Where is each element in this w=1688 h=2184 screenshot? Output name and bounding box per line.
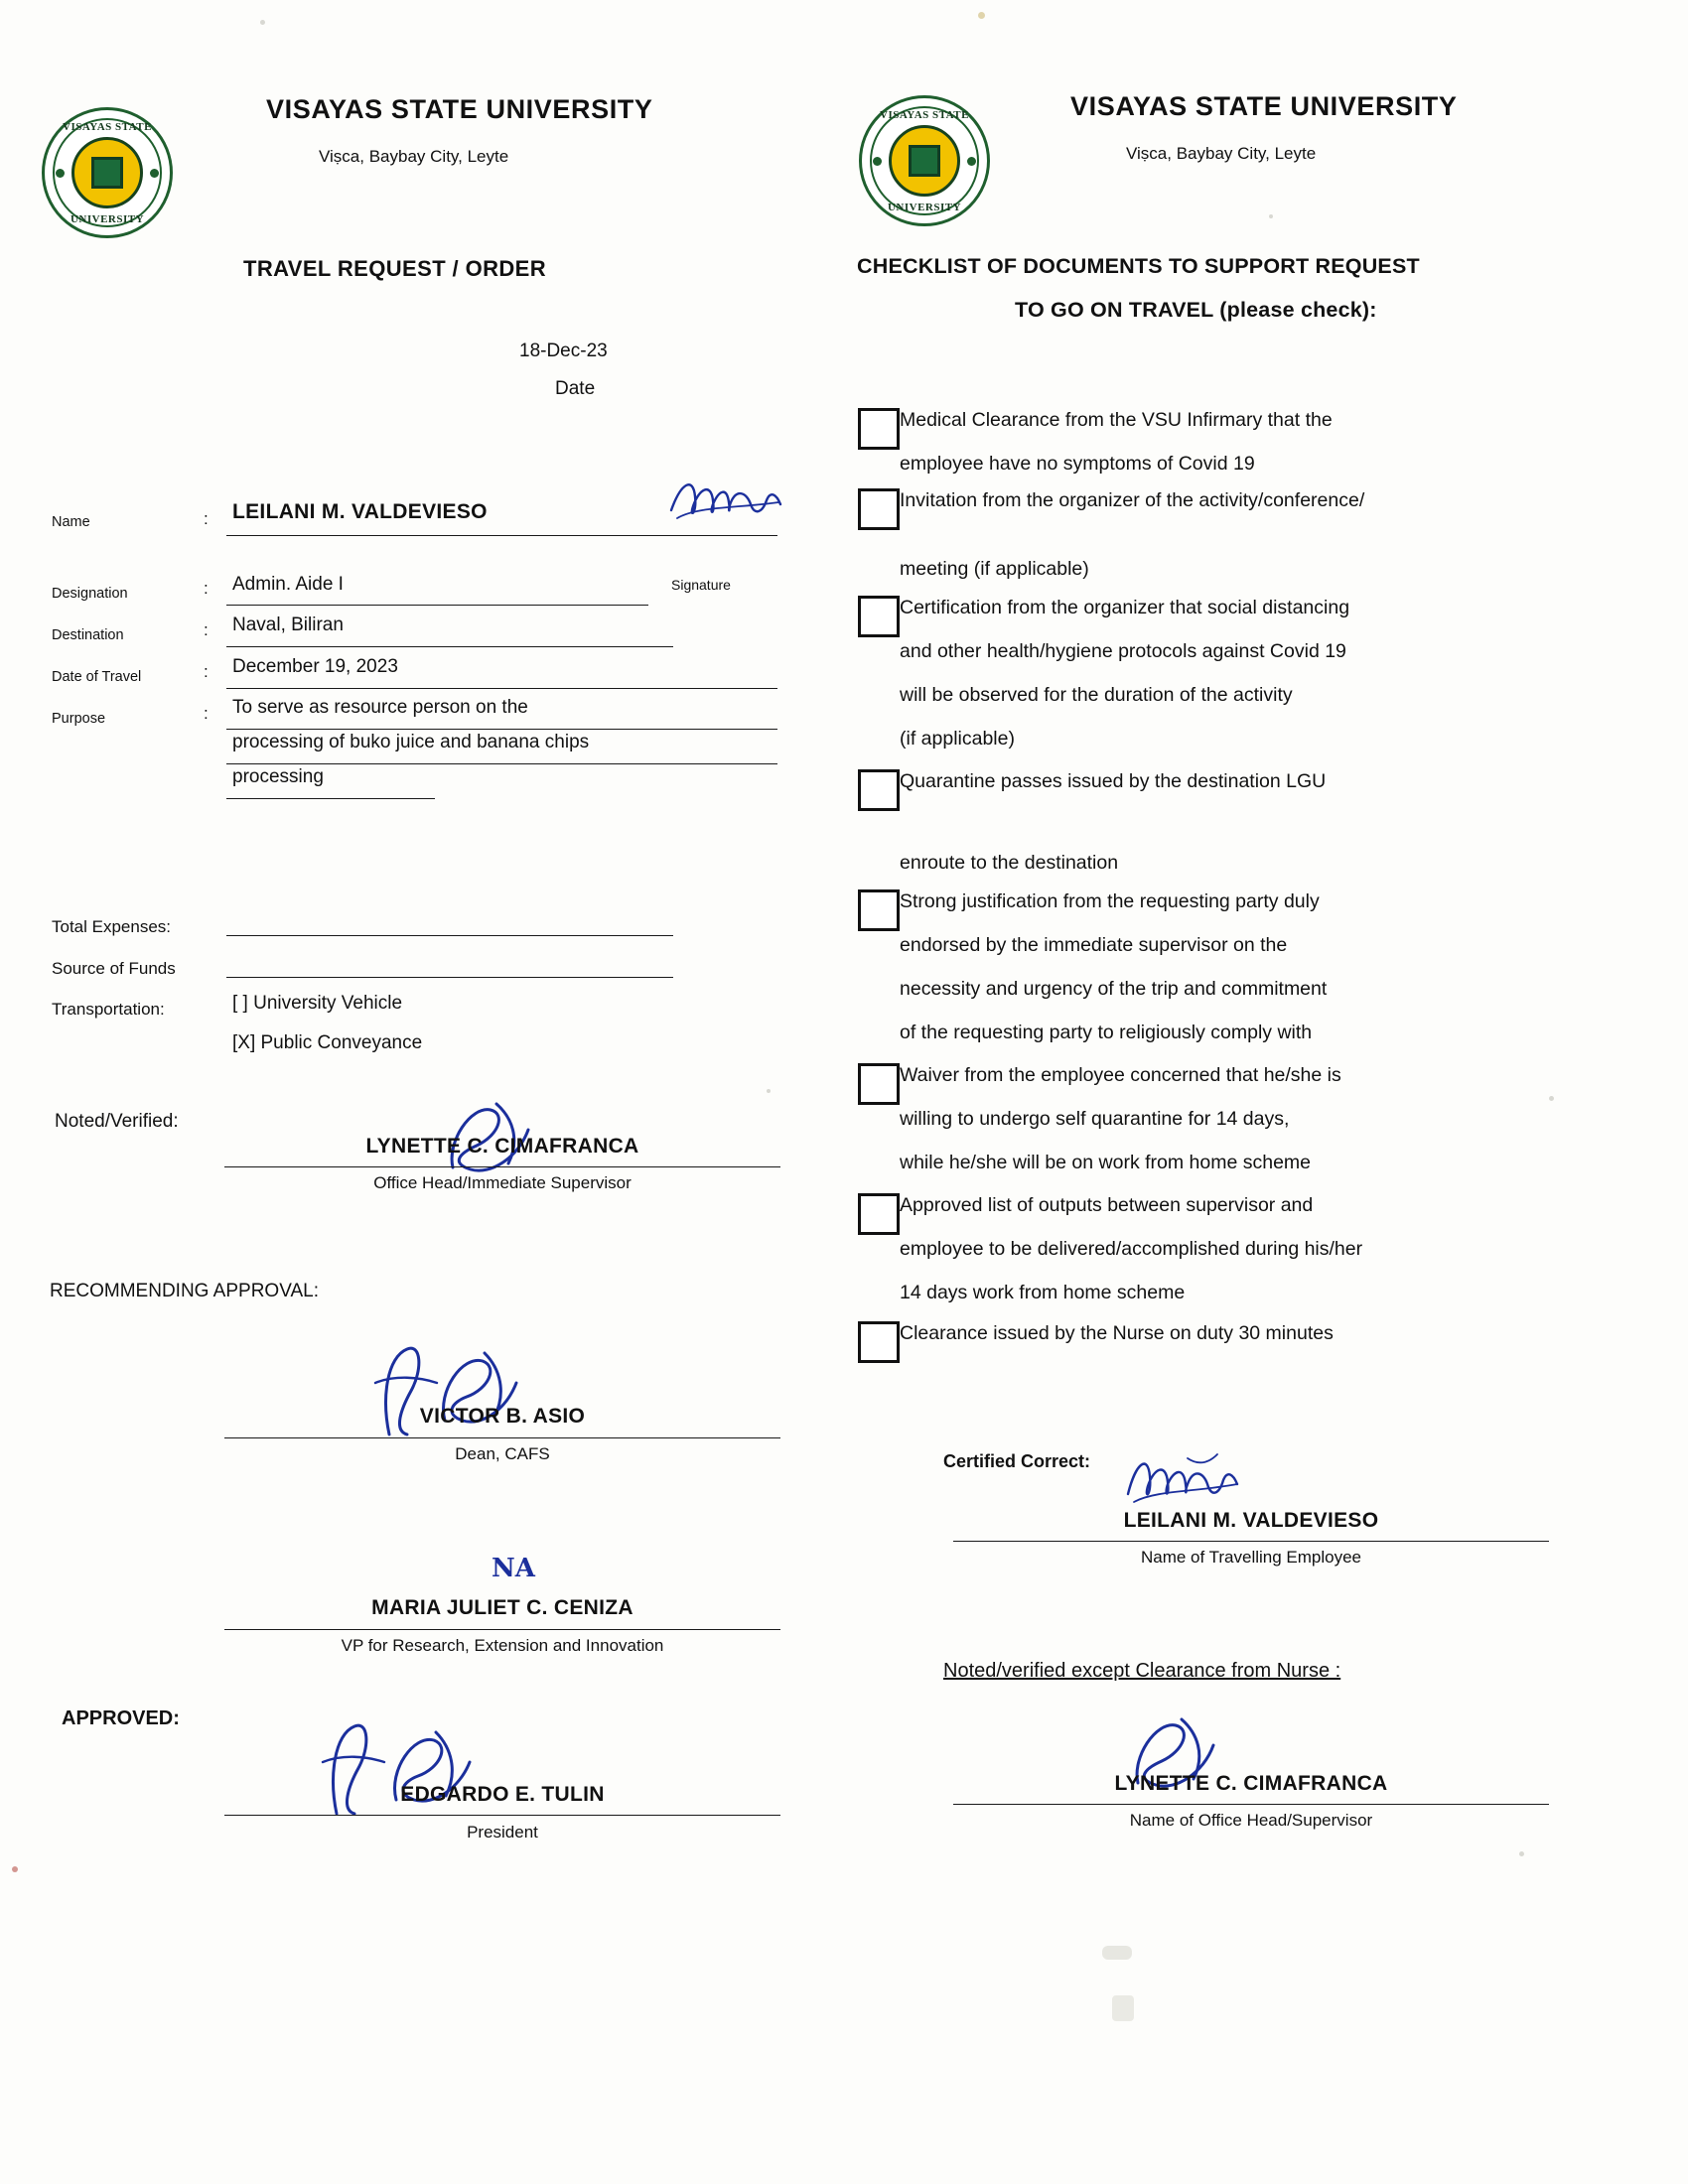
office-head-role: Name of Office Head/Supervisor [1129,1811,1373,1830]
vp-role: VP for Research, Extension and Innovation [341,1636,664,1655]
purpose-label: Purpose [52,711,106,727]
university-name-right: VISAYAS STATE UNIVERSITY [1070,91,1458,121]
name-value: LEILANI M. VALDEVIESO [232,500,488,523]
designation-value: Admin. Aide I [232,574,344,595]
name-rule [226,535,777,536]
dean-name: VICTOR B. ASIO [419,1405,586,1428]
vp-annotation-na: NA [492,1554,535,1583]
checklist-item-5-line-4: of the requesting party to religiously comply with [900,1022,1313,1043]
checklist-item-7-line-3: 14 days work from home scheme [900,1282,1186,1303]
university-seal-icon-right [859,95,990,226]
signature-employee-bottom [1122,1444,1241,1514]
checkbox-certification[interactable] [858,596,900,637]
purpose-line-2: processing of buko juice and banana chips [232,732,590,752]
vp-name: MARIA JULIET C. CENIZA [371,1596,633,1619]
university-address-left: Viṣca, Baybay City, Leyte [319,147,509,166]
checklist-item-3-line-3: will be observed for the duration of the activity [900,684,1293,706]
checklist-item-5-line-1: Strong justification from the requesting party duly [900,890,1320,912]
checkbox-quarantine-passes[interactable] [858,769,900,811]
checklist-item-3-line-1: Certification from the organizer that social distancing [900,597,1350,618]
request-date-value: 18-Dec-23 [519,341,608,361]
total-expenses-label: Total Expenses: [52,917,172,936]
request-date-label: Date [555,378,596,399]
destination-rule [226,646,673,647]
president-role: President [467,1823,538,1842]
checklist-item-5-line-3: necessity and urgency of the trip and commitment [900,978,1328,1000]
checklist-title-line-1: CHECKLIST OF DOCUMENTS TO SUPPORT REQUEST [857,254,1420,278]
vp-rule [224,1629,780,1630]
noted-verified-except-label: Noted/verified except Clearance from Nurse : [943,1660,1341,1682]
date-of-travel-label: Date of Travel [52,669,142,685]
checkbox-strong-justification[interactable] [858,889,900,931]
president-rule [224,1815,780,1816]
checklist-item-7-line-1: Approved list of outputs between supervisor and [900,1194,1314,1216]
checklist-item-5-line-2: endorsed by the immediate supervisor on the [900,934,1288,956]
purpose-rule-1 [226,729,777,730]
supervisor-name: LYNETTE C. CIMAFRANCA [365,1135,639,1158]
source-of-funds-label: Source of Funds [52,959,176,978]
signature-label: Signature [671,577,731,593]
destination-value: Naval, Biliran [232,614,344,635]
checkbox-medical-clearance[interactable] [858,408,900,450]
purpose-line-3: processing [232,766,324,787]
checklist-item-3-line-2: and other health/hygiene protocols against Covid 19 [900,640,1346,662]
checklist-item-6-line-2: willing to undergo self quarantine for 14 days, [900,1108,1290,1130]
checklist-item-7-line-2: employee to be delivered/accomplished during his/her [900,1238,1363,1260]
designation-label: Designation [52,586,128,602]
checklist-title-line-2: TO GO ON TRAVEL (please check): [1015,298,1377,322]
seal-arc-bottom: UNIVERSITY [70,213,145,225]
signature-employee-top [667,467,784,526]
destination-label: Destination [52,627,124,643]
transportation-option-public-conveyance[interactable]: [X] Public Conveyance [232,1032,423,1053]
checklist-item-1-line-1: Medical Clearance from the VSU Infirmary that the [900,409,1333,431]
dean-rule [224,1437,780,1438]
travelling-employee-role: Name of Travelling Employee [1140,1548,1362,1567]
checkbox-nurse-clearance[interactable] [858,1321,900,1363]
purpose-colon: : [204,704,209,723]
date-of-travel-rule [226,688,777,689]
date-of-travel-colon: : [204,662,209,681]
checklist-item-4-line-3: enroute to the destination [900,852,1119,874]
president-name: EDGARDO E. TULIN [400,1783,605,1806]
certified-correct-label: Certified Correct: [943,1451,1091,1471]
university-name-left: VISAYAS STATE UNIVERSITY [266,94,653,124]
seal-arc-top: VISAYAS STATE [63,121,152,133]
university-seal-icon [42,107,173,238]
dean-role: Dean, CAFS [455,1444,550,1463]
checkbox-invitation[interactable] [858,488,900,530]
purpose-rule-2 [226,763,777,764]
purpose-line-1: To serve as resource person on the [232,697,528,718]
checklist-item-1-line-2: employee have no symptoms of Covid 19 [900,453,1255,475]
university-address-right: Viṣca, Baybay City, Leyte [1126,144,1317,163]
travelling-employee-rule [953,1541,1549,1542]
seal-arc-bottom-right: UNIVERSITY [887,202,962,213]
checklist-item-2-line-1: Invitation from the organizer of the activity/conference/ [900,489,1365,511]
supervisor-role: Office Head/Immediate Supervisor [373,1173,632,1192]
checklist-item-8-line-1: Clearance issued by the Nurse on duty 30 minutes [900,1322,1334,1344]
transportation-option-university-vehicle[interactable]: [ ] University Vehicle [232,993,403,1014]
noted-verified-label: Noted/Verified: [55,1111,179,1132]
source-of-funds-rule [226,977,673,978]
supervisor-rule [224,1166,780,1167]
office-head-name: LYNETTE C. CIMAFRANCA [1114,1772,1388,1795]
checklist-item-2-line-3: meeting (if applicable) [900,558,1089,580]
checkbox-waiver[interactable] [858,1063,900,1105]
checklist-item-6-line-3: while he/she will be on work from home scheme [900,1152,1312,1173]
approved-label: APPROVED: [62,1707,180,1729]
checklist-column [834,0,1688,2184]
destination-colon: : [204,620,209,639]
recommending-approval-label: RECOMMENDING APPROVAL: [50,1281,319,1301]
checkbox-approved-outputs[interactable] [858,1193,900,1235]
name-label: Name [52,514,90,530]
designation-colon: : [204,579,209,598]
checklist-item-6-line-1: Waiver from the employee concerned that he/she is [900,1064,1341,1086]
page-title-travel-request: TRAVEL REQUEST / ORDER [243,256,547,281]
designation-rule [226,605,648,606]
date-of-travel-value: December 19, 2023 [232,656,398,677]
name-colon: : [204,509,209,528]
office-head-rule [953,1804,1549,1805]
travelling-employee-name: LEILANI M. VALDEVIESO [1123,1509,1379,1532]
purpose-rule-3 [226,798,435,799]
seal-arc-top-right: VISAYAS STATE [880,109,969,121]
total-expenses-rule [226,935,673,936]
checklist-item-3-line-4: (if applicable) [900,728,1015,750]
travel-request-column [0,0,834,2184]
checklist-item-4-line-1: Quarantine passes issued by the destination LGU [900,770,1327,792]
transportation-label: Transportation: [52,1000,165,1019]
